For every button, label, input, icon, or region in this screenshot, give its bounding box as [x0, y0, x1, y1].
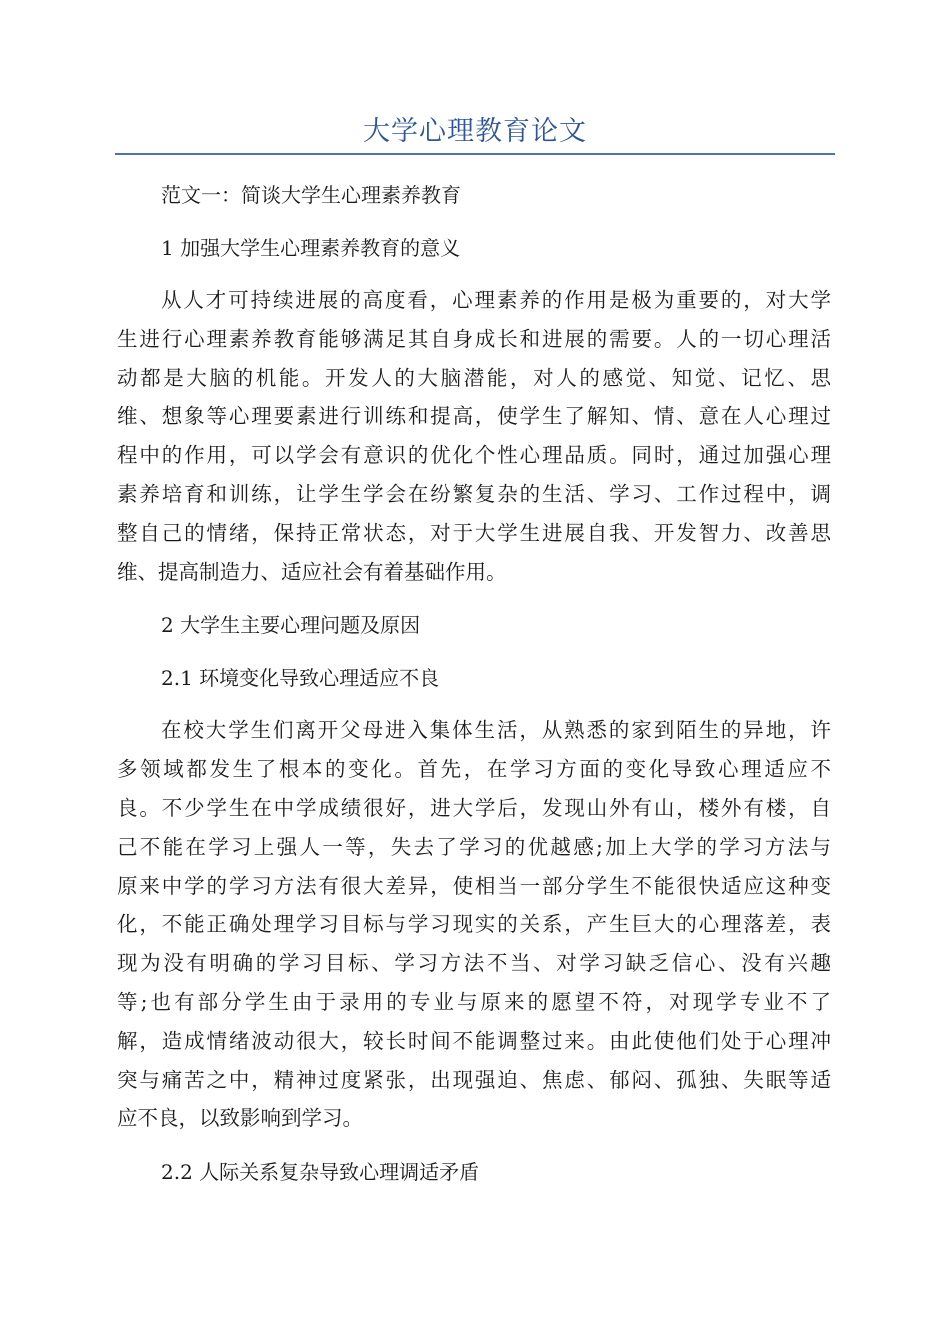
sample-heading: 范文一：简谈大学生心理素养教育 — [161, 183, 461, 207]
paragraph-line: 等;也有部分学生由于录用的专业与原来的愿望不符，对现学专业不了 — [117, 989, 831, 1014]
paragraph-line: 整自己的情绪，保持正常状态，对于大学生进展自我、开发智力、改善思 — [117, 520, 831, 545]
paragraph-line: 动都是大脑的机能。开发人的大脑潜能，对人的感觉、知觉、记忆、思 — [117, 365, 831, 390]
paragraph-line: 程中的作用，可以学会有意识的优化个性心理品质。同时，通过加强心理 — [117, 443, 831, 468]
paragraph-line: 从人才可持续进展的高度看，心理素养的作用是极为重要的，对大学 — [161, 288, 831, 312]
section-1-paragraph — [117, 281, 831, 591]
paragraph-line: 应不良，以致影响到学习。 — [117, 1106, 363, 1131]
paragraph-line: 维、想象等心理要素进行训练和提高，使学生了解知、情、意在人心理过 — [117, 404, 831, 429]
paragraph-line: 素养培育和训练，让学生学会在纷繁复杂的生活、学习、工作过程中，调 — [117, 481, 831, 506]
title-underline — [115, 153, 835, 155]
paragraph-line: 良。不少学生在中学成绩很好，进大学后，发现山外有山，楼外有楼，自 — [117, 795, 831, 820]
paragraph-line: 生进行心理素养教育能够满足其自身成长和进展的需要。人的一切心理活 — [117, 326, 831, 351]
paragraph-line: 在校大学生们离开父母进入集体生活，从熟悉的家到陌生的异地，许 — [161, 718, 831, 743]
paragraph-line: 己不能在学习上强人一等，失去了学习的优越感;加上大学的学习方法与 — [117, 834, 831, 859]
document-body — [117, 174, 831, 1193]
paragraph-line: 维、提高制造力、适应社会有着基础作用。 — [117, 559, 507, 584]
paragraph-line: 多领域都发生了根本的变化。首先，在学习方面的变化导致心理适应不 — [117, 757, 831, 782]
paragraph-line: 原来中学的学习方法有很大差异，使相当一部分学生不能很快适应这种变 — [117, 873, 831, 898]
paragraph-line: 化，不能正确处理学习目标与学习现实的关系，产生巨大的心理落差，表 — [117, 912, 831, 937]
section-2-1-heading: 2.1 环境变化导致心理适应不良 — [161, 666, 440, 691]
section-2-heading: 2 大学生主要心理问题及原因 — [161, 613, 421, 638]
section-2-1-paragraph — [117, 711, 831, 1138]
section-2-2-heading: 2.2 人际关系复杂导致心理调适矛盾 — [161, 1160, 480, 1185]
section-1-heading: 1 加强大学生心理素养教育的意义 — [161, 236, 461, 260]
document-title: 大学心理教育论文 — [363, 116, 587, 147]
paragraph-line: 解，造成情绪波动很大，较长时间不能调整过来。由此使他们处于心理冲 — [117, 1028, 831, 1053]
paragraph-line: 现为没有明确的学习目标、学习方法不当、对学习缺乏信心、没有兴趣 — [117, 951, 831, 976]
paragraph-line: 突与痛苦之中，精神过度紧张，出现强迫、焦虑、郁闷、孤独、失眠等适 — [117, 1067, 831, 1092]
